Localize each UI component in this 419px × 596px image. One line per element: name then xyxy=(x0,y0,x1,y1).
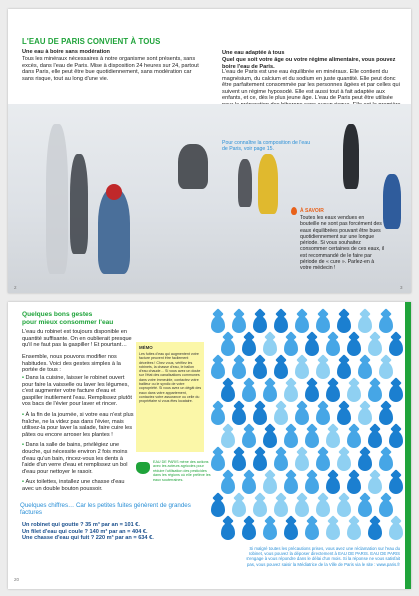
water-drop-icon xyxy=(221,339,235,356)
right-subtitle: Une eau adaptée à tous xyxy=(222,50,285,56)
water-drop-icon xyxy=(263,431,277,448)
bullet: • xyxy=(22,411,26,418)
water-drop-icon xyxy=(242,385,256,402)
water-drop-icon xyxy=(337,362,351,379)
water-drop-icon xyxy=(211,362,225,379)
water-drop-icon xyxy=(263,385,277,402)
list-item xyxy=(22,479,134,492)
water-drop-icon xyxy=(274,454,288,471)
water-drop-icon xyxy=(368,385,382,402)
water-drop-icon xyxy=(316,408,330,425)
eau-de-paris-logo xyxy=(136,462,150,474)
water-drop-icon xyxy=(389,431,403,448)
list-item xyxy=(22,522,212,529)
water-drop-icon xyxy=(379,500,393,517)
water-drop-icon xyxy=(358,408,372,425)
list-item xyxy=(22,375,134,408)
water-drop-icon xyxy=(326,339,340,356)
bullet-text: Dans la salle de bains, privilégiez une douche, qui nécessite environ 2 fois moins d'eau qu'un bain, rincez-vous les dents à l'aide d'un verre d'eau et remplissez un bol d'eau pour nettoyer le rasoir. xyxy=(22,442,128,475)
water-drop-icon xyxy=(211,316,225,333)
figure-child-blue xyxy=(98,189,130,274)
water-drop-icon xyxy=(295,362,309,379)
right-lead: Quel que soit votre âge ou votre régime alimentaire, vous pouvez boire l'eau de Paris. xyxy=(222,57,396,70)
water-drop-icon xyxy=(211,454,225,471)
list-item xyxy=(22,442,134,475)
logo-text: EAU DE PARIS mène des actions avec les acteurs agricoles pour réduire l'utilisation des pesticides dans les régions où elle prélève les eaux souterraines. xyxy=(153,460,211,482)
water-drop-icon xyxy=(232,316,246,333)
water-drop-icon xyxy=(274,316,288,333)
water-drop-icon xyxy=(221,431,235,448)
brochure-page-top xyxy=(8,9,411,293)
water-drop-icon xyxy=(337,454,351,471)
water-drop-icon xyxy=(326,523,340,540)
water-drop-icon xyxy=(389,477,403,494)
water-drop-icon xyxy=(253,500,267,517)
water-drop-icon xyxy=(242,339,256,356)
gestes-title-line2: pour mieux consommer l'eau xyxy=(22,319,114,326)
water-drop-icon xyxy=(368,339,382,356)
chiffre-text: Une chasse d'eau qui fuit ? 220 m³ par an = 634 €. xyxy=(22,535,154,542)
water-drop-icon xyxy=(379,408,393,425)
water-drop-icon xyxy=(221,523,235,540)
water-drop-icon xyxy=(368,523,382,540)
water-drop-icon xyxy=(305,385,319,402)
water-drop-icon xyxy=(221,477,235,494)
water-drop-icon xyxy=(316,362,330,379)
water-drop-icon xyxy=(232,408,246,425)
composition-link[interactable]: Pour connaître la composition de l'eau de Paris, voir page 15. xyxy=(222,140,311,153)
water-drop-icon xyxy=(379,454,393,471)
water-drop-icon xyxy=(379,362,393,379)
figure-child-right xyxy=(383,174,401,229)
figure-child-grey xyxy=(238,159,252,207)
water-drop-icon xyxy=(221,385,235,402)
gestes-intro: L'eau du robinet est toujours disponible en quantité suffisante. On en oublierait presque qu'il ne faut pas la gaspiller ! Et pourtant… xyxy=(22,329,132,349)
page-number-right: 3 xyxy=(400,285,403,290)
footer-note: Si malgré toutes les précautions prises, vous avez une réclamation sur l'eau du robinet, vous pouvez la déposer directement à EAU DE PARIS. EAU DE PARIS s'engage à vous répondre dans le délai d'un mois. Si la réponse ne vous satisfait pas, vous pouvez saisir la Médiatrice de la Ville de Paris via le site : www.paris.fr xyxy=(246,546,400,567)
water-drop-icon xyxy=(242,431,256,448)
figure-person-dark xyxy=(70,154,88,254)
water-drop-icon xyxy=(316,500,330,517)
water-drop-icon xyxy=(389,339,403,356)
water-drop-icon xyxy=(358,362,372,379)
water-drop-icon xyxy=(337,500,351,517)
water-drop-icon xyxy=(284,477,298,494)
bullet-text: Aux toilettes, installez une chasse d'eau avec un double bouton poussoir. xyxy=(22,479,125,492)
water-drop-icon xyxy=(291,207,297,215)
list-item xyxy=(22,412,134,438)
water-drop-pattern xyxy=(211,310,405,542)
water-drop-icon xyxy=(368,431,382,448)
water-drop-icon xyxy=(295,454,309,471)
water-drop-icon xyxy=(263,523,277,540)
water-drop-icon xyxy=(232,454,246,471)
savoir-title: À SAVOIR xyxy=(300,208,324,214)
memo-box xyxy=(136,342,204,452)
bullet-text: Dans la cuisine, laisser le robinet ouvert pour faire la vaisselle ou laver les légumes, c'est augmenter votre facture d'eau et gaspiller inutilement l'eau. Remplissez plutôt vos bacs de l'évier pour laver et rincer. xyxy=(22,375,132,408)
water-drop-icon xyxy=(284,339,298,356)
water-drop-icon xyxy=(389,385,403,402)
page-number-left: 2 xyxy=(14,285,17,290)
water-drop-icon xyxy=(326,431,340,448)
water-drop-icon xyxy=(274,362,288,379)
bullet: • xyxy=(22,479,26,486)
page-title: L'EAU DE PARIS CONVIENT À TOUS xyxy=(22,37,161,46)
water-drop-icon xyxy=(347,523,361,540)
water-drop-icon xyxy=(284,431,298,448)
water-drop-icon xyxy=(368,477,382,494)
water-drop-icon xyxy=(305,523,319,540)
gestes-intro-2: Ensemble, nous pouvons modifier nos habitudes. Voici des gestes simples à la portée de tous : xyxy=(22,354,121,374)
figure-person-bg xyxy=(178,144,208,189)
water-drop-icon xyxy=(358,316,372,333)
water-drop-icon xyxy=(326,477,340,494)
water-drop-icon xyxy=(284,385,298,402)
bullet: • xyxy=(22,375,26,381)
chiffre-text: Un robinet qui goutte ? 35 m³ par an = 101 €. xyxy=(22,522,140,528)
bullet-text: À la fin de la journée, si votre eau n'est plus fraîche, ne la videz pas dans l'évier, mais utilisez-la pour laver la salade, faire cuire les pâtes ou encore arroser les plantes ! xyxy=(22,411,134,438)
memo-title: MÉMO xyxy=(139,345,153,350)
water-drop-icon xyxy=(242,523,256,540)
water-drop-icon xyxy=(232,500,246,517)
right-body: L'eau de Paris est une eau équilibrée en minéraux. Elle contient du magnésium, du calcium et du sodium en juste quantité. Elle peut donc être parfaitement consommée par les personnes âgées et par celles qui suivent un régime hyposodé. Elle est aussi tout à fait adaptée aux enfants, et ce, dès le plus jeune âge. L'eau de Paris peut être utilisée xyxy=(222,69,400,102)
water-drop-icon xyxy=(347,385,361,402)
water-drop-icon xyxy=(232,362,246,379)
water-drop-icon xyxy=(263,477,277,494)
water-drop-icon xyxy=(316,316,330,333)
red-cap xyxy=(106,184,122,200)
water-drop-icon xyxy=(253,408,267,425)
water-drop-icon xyxy=(253,362,267,379)
brochure-page-bottom xyxy=(8,302,411,589)
bullet: • xyxy=(22,442,26,449)
chiffres-list xyxy=(22,522,212,542)
gestes-title-line1: Quelques bons gestes xyxy=(22,311,93,318)
water-drop-icon xyxy=(295,500,309,517)
chiffres-title: Quelques chiffres… Car les petites fuites génèrent de grandes factures xyxy=(20,502,191,517)
chiffre-text: Un filet d'eau qui coule ? 140 m³ par an = 404 €. xyxy=(22,528,148,535)
water-drop-icon xyxy=(358,454,372,471)
water-drop-icon xyxy=(347,477,361,494)
water-drop-icon xyxy=(389,523,403,540)
water-drop-icon xyxy=(253,454,267,471)
water-drop-icon xyxy=(274,500,288,517)
left-body: Tous les minéraux nécessaires à notre organisme sont présents, sans excès, dans l'eau de Paris. Mise à disposition 24 heures sur 24, partout dans Paris, elle peut être bue quotidiennement, sans modération car sans risque, tout au long d'une vie. xyxy=(22,56,199,82)
left-subtitle: Une eau à boire sans modération xyxy=(22,49,110,55)
water-drop-icon xyxy=(305,431,319,448)
water-drop-icon xyxy=(305,477,319,494)
figure-adult-blur xyxy=(46,124,68,274)
water-drop-icon xyxy=(211,408,225,425)
list-item xyxy=(22,535,212,542)
gestes-list xyxy=(22,375,134,493)
water-drop-icon xyxy=(263,339,277,356)
page-number: 20 xyxy=(14,577,20,582)
water-drop-icon xyxy=(253,316,267,333)
water-drop-icon xyxy=(295,408,309,425)
water-drop-icon xyxy=(379,316,393,333)
water-drop-icon xyxy=(284,523,298,540)
water-drop-icon xyxy=(337,316,351,333)
water-drop-icon xyxy=(326,385,340,402)
water-drop-icon xyxy=(347,431,361,448)
water-drop-icon xyxy=(337,408,351,425)
figure-child-yellow xyxy=(258,154,278,214)
memo-body: Les fuites d'eau qui augmentent votre facture peuvent être facilement décelées ! Chez vous, vérifiez les robinets, la chasse d'eau, le ballon d'eau chaude… Si vous avez un doute sur l'état des canalisations communes dans votre immeuble, contactez votre bailleur ou le syndic de votre copropriété. Si vous avez un dégât des eaux dans votre appartement, contactez votre assurance ou celle du propriétaire si vous êtes locataire. xyxy=(139,352,202,404)
savoir-body: Toutes les eaux vendues en bouteille ne sont pas forcément des eaux équilibrées pouvant être bues quotidiennement sur une longue période. Si vous souhaitez consommer certaines de ces eaux, il est recommandé de le faire par période de « cure ». Parlez-en à votre médecin ! xyxy=(300,215,385,272)
water-drop-icon xyxy=(211,500,225,517)
water-drop-icon xyxy=(358,500,372,517)
water-drop-icon xyxy=(242,477,256,494)
water-drop-icon xyxy=(295,316,309,333)
water-drop-icon xyxy=(274,408,288,425)
water-drop-icon xyxy=(347,339,361,356)
water-drop-icon xyxy=(316,454,330,471)
water-drop-icon xyxy=(305,339,319,356)
figure-man-standing xyxy=(343,124,359,189)
green-edge-bar xyxy=(405,302,411,589)
